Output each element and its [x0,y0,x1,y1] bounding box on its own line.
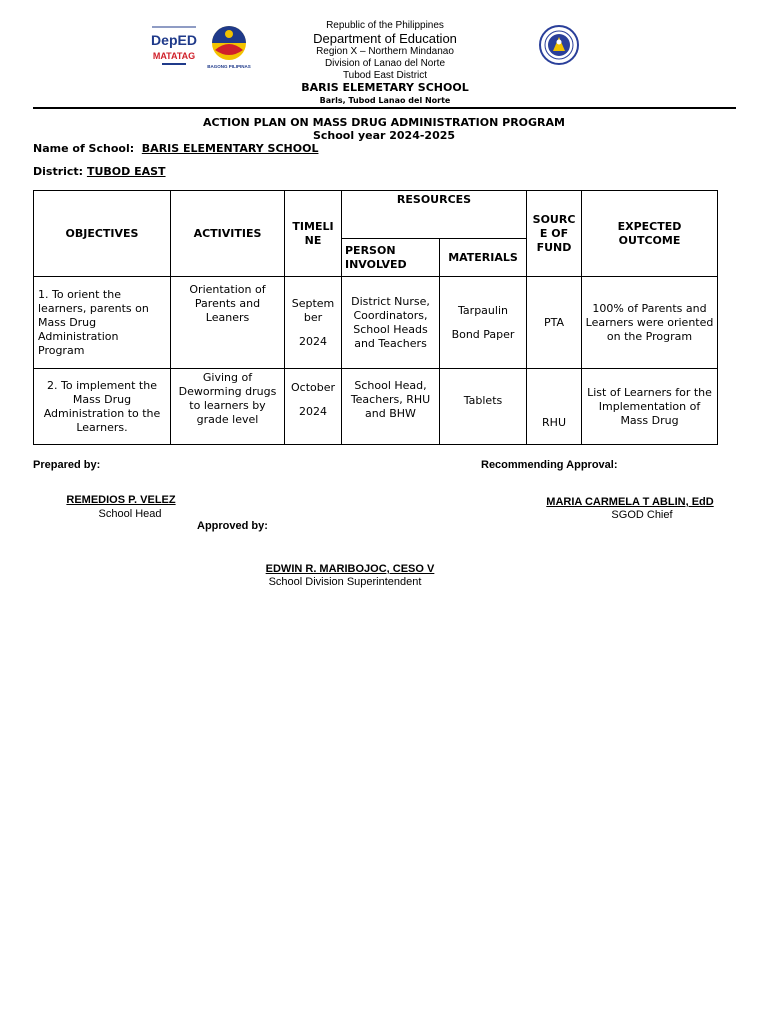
header-district: Tubod East District [342,70,428,81]
header-division: Division of Lanao del Norte [324,58,446,69]
school-year: School year 2024-2025 [312,129,456,142]
approved-by-label: Approved by: [197,520,268,532]
header-address: Barls, Tubod Lanao del Norte [319,96,451,105]
header-expected-outcome: EXPECTED OUTCOME [582,191,718,277]
row1-outcome: 100% of Parents and Learners were oriented on the Program [582,277,718,369]
row1-timeline-month: Septem ber [291,296,335,324]
school-name-field [33,142,318,155]
row1-activity: Orientation of Parents and Leaners [171,277,285,369]
row2-activity: Giving of Deworming drugs to learners by grade level [171,369,285,445]
recommending-label: Recommending Approval: [481,459,618,471]
school-name-label: Name of School: [33,142,135,155]
recommending-title: SGOD Chief [611,509,673,521]
table-row [34,369,718,445]
prepared-title: School Head [98,508,162,520]
row2-materials: Tablets [440,369,527,445]
table-row [34,277,718,369]
row1-fund: PTA [527,277,582,369]
district-value: TUBOD EAST [86,165,166,178]
header-timeline: TIMELI NE [285,191,342,277]
recommending-name: MARIA CARMELA T ABLIN, EdD [546,496,714,508]
logo-matatag-text: MATATAG [152,51,196,61]
document-title: ACTION PLAN ON MASS DRUG ADMINISTRATION PROGRAM [203,116,565,129]
bagong-pilipinas-logo [205,24,253,70]
row2-fund: RHU [527,369,582,445]
header-person-involved: PERSON INVOLVED [342,239,440,277]
logo-deped-text: DepED [151,32,197,48]
header-republic: Republic of the Philippines [326,20,444,31]
row2-timeline [285,369,342,445]
row1-timeline-year: 2024 [299,334,327,348]
row2-person: School Head, Teachers, RHU and BHW [342,369,440,445]
deped-seal-icon [533,24,585,66]
school-name-value: BARIS ELEMENTARY SCHOOL [141,142,319,155]
action-plan-table [33,190,718,445]
header-resources: RESOURCES [342,191,527,239]
row1-material-2: Bond Paper [451,327,515,341]
approved-name: EDWIN R. MARIBOJOC, CESO V [265,563,435,575]
header-materials: MATERIALS [440,239,527,277]
logo-bagong-text: BAGONG PILIPINAS [207,64,251,69]
deped-matatag-logo [148,24,200,70]
svg-text:DepED [151,32,197,48]
row1-material-1: Tarpaulin [458,303,508,317]
row1-person: District Nurse, Coordinators, School Heads and Teachers [342,277,440,369]
header-objectives: OBJECTIVES [34,191,171,277]
row1-materials [440,277,527,369]
district-field [33,165,166,178]
svg-text:BAGONG PILIPINAS [207,64,251,69]
row1-timeline [285,277,342,369]
row2-objective: 2. To implement the Mass Drug Administration to the Learners. [34,369,171,445]
row2-timeline-month: October [290,381,336,394]
approved-title: School Division Superintendent [268,576,422,588]
row2-timeline-year: 2024 [299,405,327,418]
prepared-name: REMEDIOS P. VELEZ [66,494,176,506]
header-region: Region X – Northern Mindanao [316,46,454,57]
header-school: BARIS ELEMETARY SCHOOL [301,81,469,94]
prepared-by-label: Prepared by: [33,459,101,471]
header-source-of-fund: SOURC E OF FUND [527,191,582,277]
svg-text:MATATAG [153,51,195,61]
header-divider [33,107,736,109]
row1-objective: 1. To orient the learners, parents on Mass Drug Administration Program [34,277,171,369]
table-header-row [34,191,718,239]
header-activities: ACTIVITIES [171,191,285,277]
row2-outcome: List of Learners for the Implementation of Mass Drug [582,369,718,445]
header-department: Department of Education [313,31,457,46]
district-label: District: [33,165,84,178]
